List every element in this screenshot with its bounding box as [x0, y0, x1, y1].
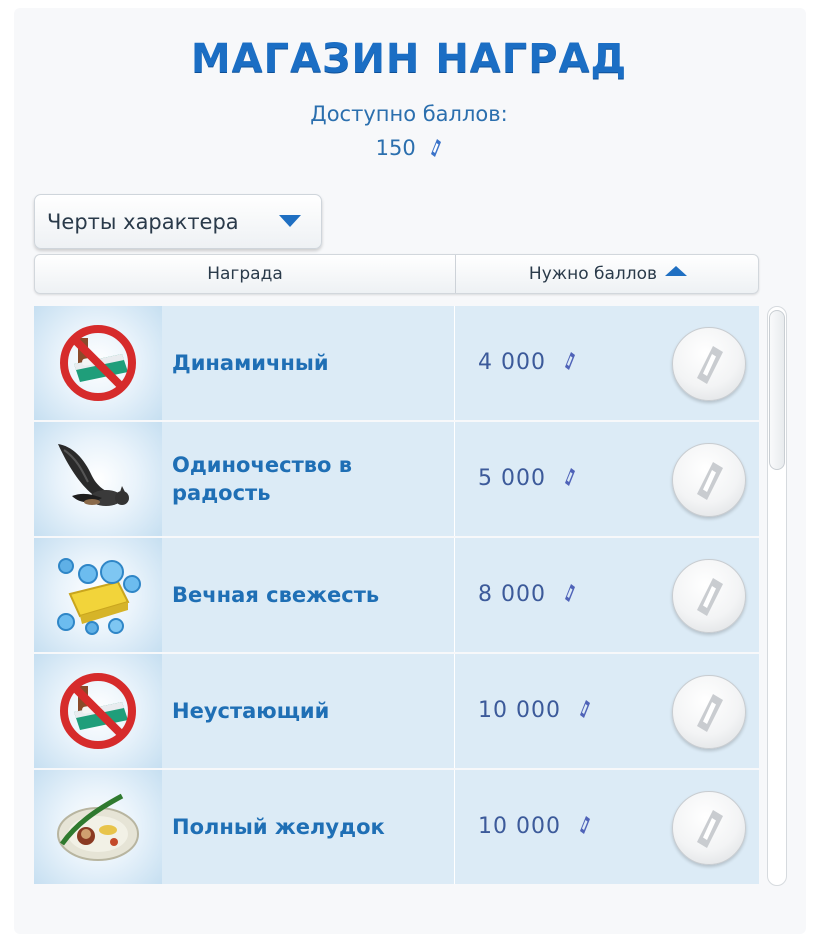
reward-row[interactable]	[34, 538, 759, 652]
satisfaction-point-icon	[695, 808, 725, 850]
sort-up-icon	[665, 266, 687, 276]
row-divider	[454, 654, 455, 768]
food-plate-icon	[52, 784, 144, 870]
satisfaction-point-icon	[695, 344, 725, 386]
column-header-reward[interactable]: Награда	[207, 264, 283, 284]
reward-cost	[478, 306, 576, 420]
reward-name: Одиночество в радость	[172, 453, 353, 505]
reward-icon-cell	[34, 422, 162, 536]
column-header-points[interactable]	[455, 255, 760, 293]
no-sleep-icon	[52, 320, 144, 406]
satisfaction-point-icon	[579, 815, 591, 835]
reward-icon-cell	[34, 306, 162, 420]
reward-cost	[478, 654, 591, 768]
reward-name: Неустающий	[172, 699, 330, 723]
reward-cost-value: 10 000	[478, 698, 561, 723]
reward-icon-cell	[34, 538, 162, 652]
buy-button[interactable]	[672, 675, 746, 749]
satisfaction-point-icon	[430, 138, 442, 158]
satisfaction-point-icon	[579, 699, 591, 719]
satisfaction-point-icon	[564, 351, 576, 371]
reward-cost-value: 8 000	[478, 582, 546, 607]
row-divider	[454, 422, 455, 536]
buy-button[interactable]	[672, 327, 746, 401]
category-dropdown-value: Черты характера	[47, 210, 239, 234]
reward-cost	[478, 770, 591, 884]
available-points-label: Доступно баллов:	[310, 102, 508, 126]
reward-icon-cell	[34, 654, 162, 768]
soap-bubbles-icon	[52, 552, 144, 638]
buy-button[interactable]	[672, 559, 746, 633]
reward-row[interactable]	[34, 654, 759, 768]
reward-row[interactable]	[34, 422, 759, 536]
scrollbar-thumb[interactable]	[769, 310, 785, 470]
available-points-value: 150	[375, 136, 416, 160]
reward-cost	[478, 538, 576, 652]
reward-row[interactable]	[34, 770, 759, 884]
satisfaction-point-icon	[564, 467, 576, 487]
reward-cost	[478, 422, 576, 536]
row-divider	[454, 770, 455, 884]
page-title: МАГАЗИН НАГРАД	[190, 36, 628, 82]
reward-name: Вечная свежесть	[172, 583, 380, 607]
row-divider	[454, 306, 455, 420]
row-divider	[454, 538, 455, 652]
bat-icon	[52, 436, 144, 522]
column-header-points-label: Нужно баллов	[528, 264, 658, 284]
satisfaction-point-icon	[564, 583, 576, 603]
available-points	[0, 136, 818, 160]
buy-button[interactable]	[672, 443, 746, 517]
reward-row[interactable]	[34, 306, 759, 420]
reward-icon-cell	[34, 770, 162, 884]
reward-name: Полный желудок	[172, 815, 385, 839]
satisfaction-point-icon	[695, 576, 725, 618]
satisfaction-point-icon	[695, 692, 725, 734]
reward-list	[34, 306, 759, 886]
reward-cost-value: 4 000	[478, 350, 546, 375]
table-header	[34, 254, 759, 294]
reward-cost-value: 5 000	[478, 466, 546, 491]
satisfaction-point-icon	[695, 460, 725, 502]
chevron-down-icon	[279, 215, 301, 227]
buy-button[interactable]	[672, 791, 746, 865]
category-dropdown[interactable]	[34, 194, 322, 249]
reward-name: Динамичный	[172, 351, 329, 375]
no-sleep-icon	[52, 668, 144, 754]
reward-cost-value: 10 000	[478, 814, 561, 839]
